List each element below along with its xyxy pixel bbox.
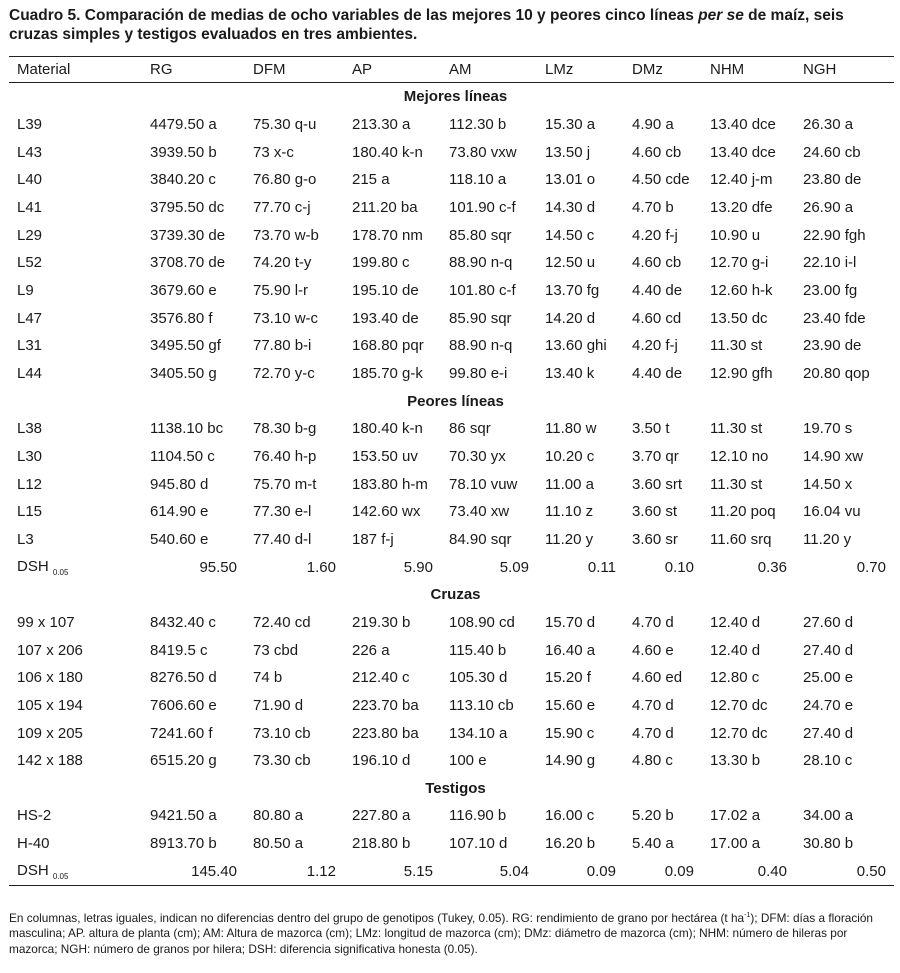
table-cell: 13.50 j xyxy=(545,143,591,161)
section-title: Testigos xyxy=(425,779,486,797)
table-cell: 3.50 t xyxy=(632,420,670,438)
table-row xyxy=(9,415,894,443)
table-cell: 10.20 c xyxy=(545,447,595,465)
table-cell: 24.60 cb xyxy=(803,143,861,161)
table-cell: 17.00 a xyxy=(710,835,761,853)
table-row xyxy=(9,470,894,498)
table-cell: 115.40 b xyxy=(449,641,507,659)
column-header: NHM xyxy=(702,57,795,83)
dsh-label: DSH $_{0.05}$ xyxy=(9,858,142,886)
table-cell: 23.00 fg xyxy=(803,281,858,299)
table-cell: 73.40 xw xyxy=(449,503,510,521)
table-cell: 8432.40 c xyxy=(150,613,216,631)
section-row xyxy=(9,387,894,415)
table-cell: 4.20 f-j xyxy=(632,226,678,244)
table-cell: 4.70 d xyxy=(632,724,674,742)
table-cell: 116.90 b xyxy=(449,807,507,825)
table-cell: 614.90 e xyxy=(150,503,209,521)
table-cell: 4.60 cd xyxy=(632,309,682,327)
header-row xyxy=(9,57,894,83)
row-label: L40 xyxy=(17,171,43,189)
table-cell: 4.90 a xyxy=(632,115,674,133)
table-row xyxy=(9,664,894,692)
column-header: LMz xyxy=(537,57,624,83)
table-row xyxy=(9,609,894,637)
table-row xyxy=(9,830,894,858)
table-cell: 16.04 vu xyxy=(803,503,861,521)
table-cell: 27.60 d xyxy=(803,613,854,631)
table-cell: 6515.20 g xyxy=(150,752,217,770)
section-title: Cruzas xyxy=(430,586,481,604)
table-row xyxy=(9,304,894,332)
table-cell: 223.80 ba xyxy=(352,724,419,742)
table-cell: 84.90 sqr xyxy=(449,530,512,548)
table-cell: 28.10 c xyxy=(803,752,853,770)
section-title: Peores líneas xyxy=(407,392,504,410)
table-cell: 180.40 k-n xyxy=(352,420,423,438)
table-cell: 73.10 w-c xyxy=(253,309,319,327)
table-cell: 11.20 y xyxy=(803,530,852,548)
table-cell: 4.80 c xyxy=(632,752,673,770)
table-cell: 27.40 d xyxy=(803,641,854,659)
table-cell: 73 cbd xyxy=(253,641,299,659)
table-cell: 1138.10 bc xyxy=(150,420,224,438)
column-header: AM xyxy=(441,57,537,83)
table-cell: 13.30 b xyxy=(710,752,761,770)
table-cell: 78.10 vuw xyxy=(449,475,518,493)
table-cell: 193.40 de xyxy=(352,309,419,327)
column-header: RG xyxy=(142,57,245,83)
table-row xyxy=(9,692,894,720)
table-cell: 12.90 gfh xyxy=(710,365,773,383)
row-label: L29 xyxy=(17,226,43,244)
table-cell: 75.90 l-r xyxy=(253,281,309,299)
table-cell: 16.00 c xyxy=(545,807,595,825)
table-cell: 85.90 sqr xyxy=(449,309,512,327)
row-label: L52 xyxy=(17,254,43,272)
table-cell: 1104.50 c xyxy=(150,447,215,465)
table-cell: 23.90 de xyxy=(803,337,862,355)
table-cell: 15.60 e xyxy=(545,696,596,714)
row-label: 142 x 188 xyxy=(17,752,83,770)
row-label: 109 x 205 xyxy=(17,724,83,742)
table-cell: 73 x-c xyxy=(253,143,294,161)
table-cell: 23.80 de xyxy=(803,171,862,189)
row-label: L3 xyxy=(17,530,34,548)
table-cell: 14.90 g xyxy=(545,752,596,770)
table-cell: 86 sqr xyxy=(449,420,491,438)
table-row xyxy=(9,719,894,747)
table-cell: 23.40 fde xyxy=(803,309,866,327)
table-cell: 185.70 g-k xyxy=(352,365,423,383)
dsh-value: 0.70 xyxy=(856,558,886,576)
row-label: L47 xyxy=(17,309,43,327)
table-cell: 3840.20 c xyxy=(150,171,216,189)
row-label: L15 xyxy=(17,503,43,521)
table-cell: 142.60 wx xyxy=(352,503,421,521)
table-cell: 3708.70 de xyxy=(150,254,226,272)
table-cell: 73.70 w-b xyxy=(253,226,319,244)
dsh-value: 5.09 xyxy=(499,558,529,576)
table-cell: 15.90 c xyxy=(545,724,595,742)
table-cell: 4.60 cb xyxy=(632,254,682,272)
table-cell: 178.70 nm xyxy=(352,226,423,244)
table-cell: 153.50 uv xyxy=(352,447,418,465)
table-cell: 13.70 fg xyxy=(545,281,600,299)
dsh-value: 145.40 xyxy=(142,858,245,886)
table-cell: 16.40 a xyxy=(545,641,596,659)
section-row xyxy=(9,775,894,803)
row-label: 105 x 194 xyxy=(17,696,83,714)
table-cell: 187 f-j xyxy=(352,530,394,548)
table-cell: 14.50 c xyxy=(545,226,595,244)
table-cell: 11.60 srq xyxy=(710,530,772,548)
section-row xyxy=(9,83,894,111)
table-cell: 168.80 pqr xyxy=(352,337,424,355)
table-cell: 211.20 ba xyxy=(352,198,418,216)
table-cell: 4.60 e xyxy=(632,641,674,659)
table-cell: 72.70 y-c xyxy=(253,365,315,383)
table-cell: 101.90 c-f xyxy=(449,198,516,216)
table-cell: 4.40 de xyxy=(632,365,683,383)
table-cell: 26.30 a xyxy=(803,115,854,133)
dsh-row xyxy=(9,553,894,581)
table-cell: 226 a xyxy=(352,641,390,659)
table-cell: 11.20 poq xyxy=(710,503,776,521)
table-cell: 85.80 sqr xyxy=(449,226,512,244)
table-cell: 540.60 e xyxy=(150,530,209,548)
table-cell: 8419.5 c xyxy=(150,641,208,659)
table-cell: 12.60 h-k xyxy=(710,281,773,299)
table-cell: 3739.30 de xyxy=(150,226,226,244)
table-row xyxy=(9,249,894,277)
dsh-value: 0.50 xyxy=(795,858,894,886)
table-row xyxy=(9,526,894,554)
data-table xyxy=(9,56,894,886)
table-cell: 12.40 d xyxy=(710,641,761,659)
table-cell: 118.10 a xyxy=(449,171,507,189)
table-cell: 12.50 u xyxy=(545,254,596,272)
table-cell: 76.80 g-o xyxy=(253,171,317,189)
table-row xyxy=(9,802,894,830)
footnote: En columnas, letras iguales, indican no diferencias dentro del grupo de genotipos (Tukey, 0.05). RG: rendimiento de grano por hectárea (t $ha^{-1}$); DFM: días a floración masculina; AP. altura de planta (cm); AM: Altura de mazorca (cm); LMz: longitud de mazorca (cm); DMz: diámetro de mazorca (cm); NHM: número de hileras por mazorca; NGH: número de granos por hilera; DSH: diferencia significativa honesta (0.05). xyxy=(9,910,873,956)
table-cell: 4.60 cb xyxy=(632,143,682,161)
table-cell: 17.02 a xyxy=(710,807,761,825)
dsh-value: 0.10 xyxy=(664,558,694,576)
table-cell: 13.40 k xyxy=(545,365,595,383)
table-cell: 108.90 cd xyxy=(449,613,515,631)
table-cell: 11.80 w xyxy=(545,420,597,438)
table-cell: 80.80 a xyxy=(253,807,304,825)
section-row xyxy=(9,581,894,609)
table-cell: 13.60 ghi xyxy=(545,337,607,355)
table-cell: 11.20 y xyxy=(545,530,594,548)
table-cell: 183.80 h-m xyxy=(352,475,428,493)
dsh-row xyxy=(9,858,894,886)
table-row xyxy=(9,443,894,471)
dsh-value: 95.50 xyxy=(199,558,237,576)
row-label: HS-2 xyxy=(17,807,52,825)
table-cell: 77.80 b-i xyxy=(253,337,312,355)
table-cell: 13.20 dfe xyxy=(710,198,773,216)
table-cell: 4.50 cde xyxy=(632,171,690,189)
table-cell: 30.80 b xyxy=(803,835,854,853)
row-label: 106 x 180 xyxy=(17,669,83,687)
table-cell: 22.90 fgh xyxy=(803,226,866,244)
table-cell: 3679.60 e xyxy=(150,281,217,299)
table-cell: 218.80 b xyxy=(352,835,411,853)
table-row xyxy=(9,636,894,664)
table-cell: 112.30 b xyxy=(449,115,507,133)
table-cell: 15.70 d xyxy=(545,613,596,631)
row-label: L30 xyxy=(17,447,43,465)
table-cell: 11.30 st xyxy=(710,337,763,355)
table-cell: 107.10 d xyxy=(449,835,508,853)
row-label: L39 xyxy=(17,115,43,133)
table-cell: 3.70 qr xyxy=(632,447,679,465)
table-cell: 3939.50 b xyxy=(150,143,217,161)
row-label: L31 xyxy=(17,337,43,355)
table-cell: 10.90 u xyxy=(710,226,761,244)
table-cell: 11.00 a xyxy=(545,475,594,493)
table-cell: 3576.80 f xyxy=(150,309,213,327)
table-row xyxy=(9,332,894,360)
table-cell: 73.80 vxw xyxy=(449,143,517,161)
table-cell: 196.10 d xyxy=(352,752,411,770)
table-cell: 9421.50 a xyxy=(150,807,217,825)
table-cell: 4.70 b xyxy=(632,198,674,216)
dsh-value: 1.60 xyxy=(306,558,336,576)
table-cell: 77.30 e-l xyxy=(253,503,312,521)
table-cell: 3795.50 dc xyxy=(150,198,225,216)
column-header: NGH xyxy=(795,57,894,83)
table-cell: 75.30 q-u xyxy=(253,115,317,133)
table-cell: 70.30 yx xyxy=(449,447,506,465)
row-label: L9 xyxy=(17,281,34,299)
table-cell: 13.01 o xyxy=(545,171,596,189)
table-cell: 74 b xyxy=(253,669,283,687)
table-cell: 74.20 t-y xyxy=(253,254,312,272)
dsh-value: 0.09 xyxy=(624,858,702,886)
table-cell: 11.30 st xyxy=(710,475,763,493)
table-cell: 212.40 c xyxy=(352,669,410,687)
table-cell: 78.30 b-g xyxy=(253,420,317,438)
table-cell: 34.00 a xyxy=(803,807,854,825)
table-row xyxy=(9,111,894,139)
table-cell: 14.90 xw xyxy=(803,447,864,465)
table-cell: 199.80 c xyxy=(352,254,410,272)
table-cell: 5.40 a xyxy=(632,835,674,853)
dsh-value: 1.12 xyxy=(245,858,344,886)
table-cell: 75.70 m-t xyxy=(253,475,317,493)
row-label: L38 xyxy=(17,420,43,438)
dsh-label: DSH $_{0.05}$ xyxy=(17,557,69,577)
table-cell: 7241.60 f xyxy=(150,724,213,742)
table-cell: 4.70 d xyxy=(632,696,674,714)
table-cell: 105.30 d xyxy=(449,669,508,687)
table-cell: 88.90 n-q xyxy=(449,254,513,272)
table-cell: 15.20 f xyxy=(545,669,591,687)
table-cell: 88.90 n-q xyxy=(449,337,513,355)
table-cell: 4.70 d xyxy=(632,613,674,631)
table-row xyxy=(9,360,894,388)
table-row xyxy=(9,277,894,305)
table-cell: 72.40 cd xyxy=(253,613,311,631)
table-cell: 945.80 d xyxy=(150,475,209,493)
table-cell: 25.00 e xyxy=(803,669,854,687)
table-cell: 4479.50 a xyxy=(150,115,217,133)
table-cell: 12.80 c xyxy=(710,669,760,687)
dsh-value: 0.09 xyxy=(537,858,624,886)
table-cell: 215 a xyxy=(352,171,390,189)
table-cell: 20.80 qop xyxy=(803,365,870,383)
table-cell: 26.90 a xyxy=(803,198,854,216)
row-label: L43 xyxy=(17,143,43,161)
table-cell: 14.20 d xyxy=(545,309,596,327)
dsh-value: 0.11 xyxy=(587,558,616,576)
table-cell: 77.40 d-l xyxy=(253,530,312,548)
table-row xyxy=(9,498,894,526)
table-cell: 223.70 ba xyxy=(352,696,419,714)
table-cell: 8913.70 b xyxy=(150,835,217,853)
table-cell: 13.40 dce xyxy=(710,115,776,133)
table-cell: 12.70 g-i xyxy=(710,254,769,272)
table-cell: 5.20 b xyxy=(632,807,674,825)
table-cell: 3495.50 gf xyxy=(150,337,221,355)
table-cell: 8276.50 d xyxy=(150,669,217,687)
table-cell: 24.70 e xyxy=(803,696,854,714)
table-cell: 14.30 d xyxy=(545,198,596,216)
section-title: Mejores líneas xyxy=(403,88,508,106)
table-cell: 3.60 sr xyxy=(632,530,678,548)
table-cell: 3.60 st xyxy=(632,503,678,521)
table-cell: 219.30 b xyxy=(352,613,411,631)
column-header: DMz xyxy=(624,57,702,83)
dsh-value: 5.15 xyxy=(344,858,441,886)
table-cell: 7606.60 e xyxy=(150,696,217,714)
column-header: DFM xyxy=(245,57,344,83)
table-cell: 3.60 srt xyxy=(632,475,683,493)
row-label: L41 xyxy=(17,198,43,216)
table-cell: 11.30 st xyxy=(710,420,763,438)
table-title: Cuadro 5. Comparación de medias de ocho variables de las mejores 10 y peores cinco líneas per se de maíz, seis cruzas simples y testigos evaluados en tres ambientes. xyxy=(9,7,844,43)
table-cell: 195.10 de xyxy=(352,281,419,299)
table-cell: 14.50 x xyxy=(803,475,853,493)
table-row xyxy=(9,166,894,194)
table-cell: 27.40 d xyxy=(803,724,854,742)
table-row xyxy=(9,194,894,222)
table-cell: 15.30 a xyxy=(545,115,596,133)
table-cell: 12.70 dc xyxy=(710,696,768,714)
table-cell: 76.40 h-p xyxy=(253,447,317,465)
table-cell: 13.50 dc xyxy=(710,309,768,327)
table-row xyxy=(9,138,894,166)
column-header: Material xyxy=(9,57,142,83)
table-row xyxy=(9,747,894,775)
row-label: H-40 xyxy=(17,835,50,853)
dsh-value: 0.36 xyxy=(757,558,787,576)
table-cell: 11.10 z xyxy=(545,503,594,521)
column-header: AP xyxy=(344,57,441,83)
row-label: 99 x 107 xyxy=(17,613,75,631)
table-cell: 180.40 k-n xyxy=(352,143,423,161)
table-cell: 77.70 c-j xyxy=(253,198,311,216)
table-cell: 100 e xyxy=(449,752,487,770)
dsh-value: 5.90 xyxy=(403,558,433,576)
row-label: L12 xyxy=(17,475,43,493)
row-label: L44 xyxy=(17,365,43,383)
table-cell: 227.80 a xyxy=(352,807,411,825)
table-cell: 4.60 ed xyxy=(632,669,683,687)
table-cell: 134.10 a xyxy=(449,724,508,742)
table-cell: 12.10 no xyxy=(710,447,769,465)
table-cell: 73.30 cb xyxy=(253,752,311,770)
table-cell: 99.80 e-i xyxy=(449,365,508,383)
table-cell: 3405.50 g xyxy=(150,365,217,383)
table-cell: 101.80 c-f xyxy=(449,281,516,299)
table-cell: 73.10 cb xyxy=(253,724,311,742)
table-cell: 16.20 b xyxy=(545,835,596,853)
table-cell: 13.40 dce xyxy=(710,143,776,161)
table-cell: 4.20 f-j xyxy=(632,337,678,355)
table-cell: 19.70 s xyxy=(803,420,853,438)
table-cell: 12.70 dc xyxy=(710,724,768,742)
table-cell: 12.40 d xyxy=(710,613,761,631)
dsh-value: 0.40 xyxy=(702,858,795,886)
table-cell: 22.10 i-l xyxy=(803,254,857,272)
table-cell: 4.40 de xyxy=(632,281,683,299)
table-cell: 113.10 cb xyxy=(449,696,514,714)
table-cell: 12.40 j-m xyxy=(710,171,773,189)
table-cell: 213.30 a xyxy=(352,115,411,133)
row-label: 107 x 206 xyxy=(17,641,83,659)
table-cell: 71.90 d xyxy=(253,696,304,714)
dsh-value: 5.04 xyxy=(441,858,537,886)
table-cell: 80.50 a xyxy=(253,835,304,853)
table-row xyxy=(9,221,894,249)
